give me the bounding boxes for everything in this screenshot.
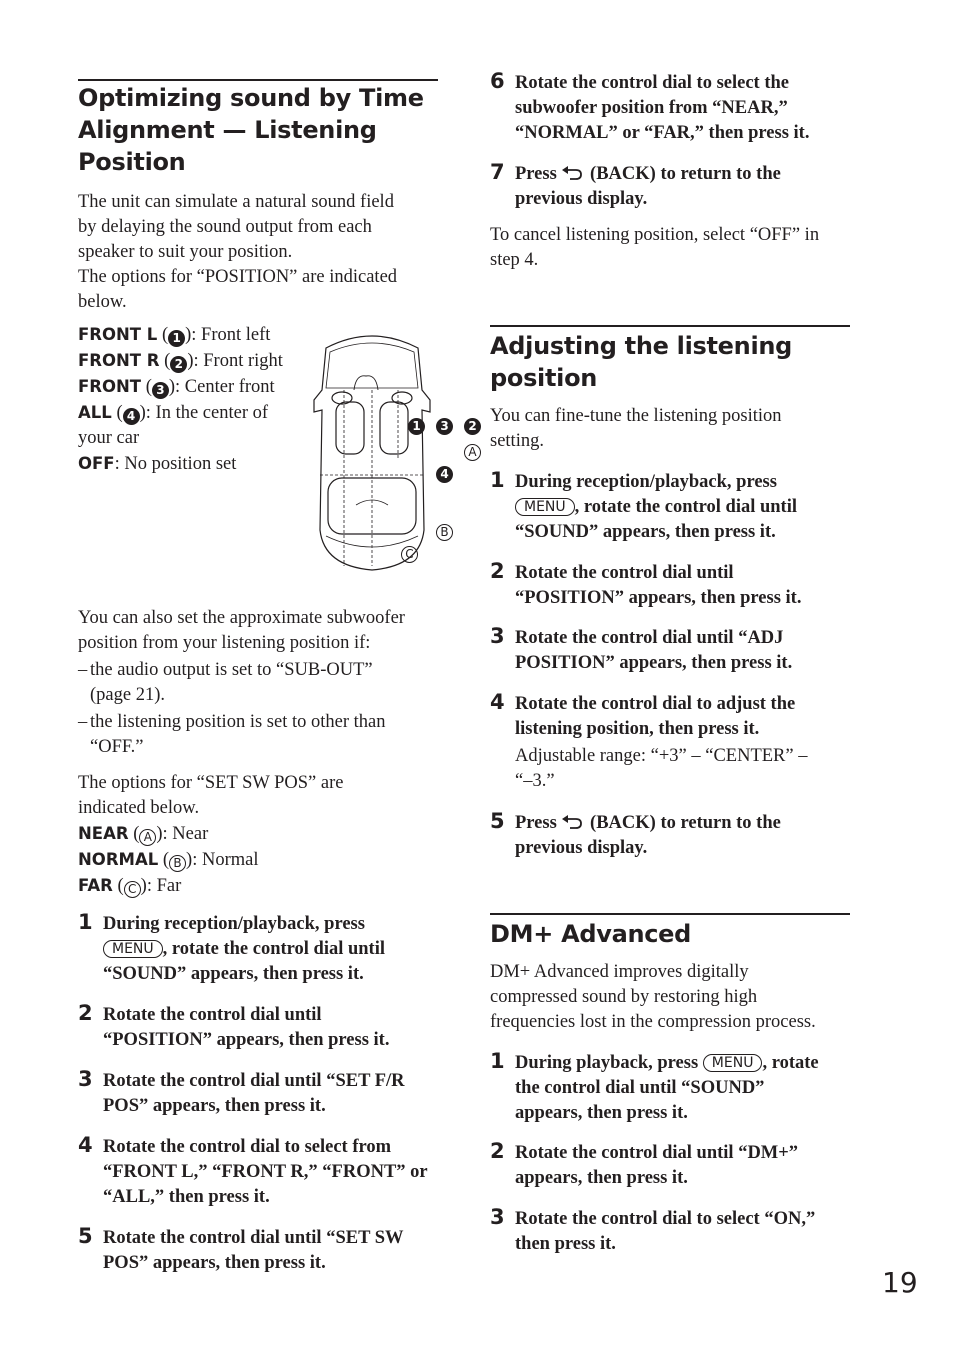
- step-text-line: Press: [515, 813, 557, 833]
- step-text-line: Rotate the control dial to select “ON,”: [515, 1209, 816, 1229]
- option-key: FRONT: [78, 377, 142, 396]
- option-desc: : No position set: [114, 454, 237, 474]
- step-text-line: (BACK) to return to the: [590, 164, 781, 184]
- step-number: 2: [78, 1001, 93, 1025]
- option-desc: ): Far: [140, 876, 182, 896]
- step-item: [490, 561, 850, 611]
- step-text-line: then press it.: [515, 1234, 616, 1254]
- position-1-marker: 1: [408, 418, 425, 435]
- step-text-line: previous display.: [515, 838, 648, 858]
- number-2-icon: 2: [170, 356, 187, 373]
- step-number: 3: [78, 1067, 93, 1091]
- option-all: ALL ( 4 ): In the center of: [78, 403, 269, 423]
- text-line: indicated below.: [78, 798, 200, 818]
- text-line: The unit can simulate a natural sound field: [78, 192, 394, 212]
- text-line: step 4.: [490, 250, 539, 270]
- option-key: OFF: [78, 454, 115, 473]
- text-line: “OFF.”: [90, 737, 144, 757]
- step-item: [490, 811, 850, 861]
- section-heading-time-alignment: [78, 82, 424, 178]
- step-item: [490, 470, 850, 545]
- step-text-line: POSITION” appears, then press it.: [515, 653, 793, 673]
- sw-option-far: FAR ( C ): Far: [78, 876, 182, 896]
- sw-option-normal: NORMAL ( B ): Normal: [78, 850, 259, 870]
- subwoofer-c-marker: C: [401, 546, 418, 563]
- text-line: frequencies lost in the compression process.: [490, 1012, 816, 1032]
- step-number: 4: [490, 690, 505, 714]
- subwoofer-b-marker: B: [436, 524, 453, 541]
- step-text-line: During reception/playback, press: [103, 914, 365, 934]
- step-text-line: “POSITION” appears, then press it.: [515, 588, 802, 608]
- option-desc: ): Front right: [187, 351, 283, 371]
- option-front-l: FRONT L ( 1 ): Front left: [78, 325, 271, 345]
- option-all-continued: your car: [78, 428, 140, 448]
- step-note-line: Adjustable range: “+3” – “CENTER” –: [515, 746, 808, 766]
- text-line: The options for “POSITION” are indicated: [78, 267, 398, 287]
- option-off: [78, 451, 308, 477]
- step-text-line: Press: [515, 164, 557, 184]
- step-item: [490, 71, 850, 146]
- position-3-marker: 3: [436, 418, 453, 435]
- step-number: 4: [78, 1133, 93, 1157]
- sw-option-near: NEAR ( A ): Near: [78, 824, 209, 844]
- step-item: [78, 1069, 438, 1119]
- text-line: position from your listening position if:: [78, 633, 371, 653]
- option-key: NEAR: [78, 824, 129, 843]
- step-text-line: , rotate the control dial until: [574, 497, 797, 517]
- text-line: setting.: [490, 431, 544, 451]
- step-number: 1: [78, 910, 93, 934]
- condition-item: – the listening position is set to other than “OFF.”: [78, 712, 386, 757]
- step-number: 1: [490, 1049, 505, 1073]
- text-line: speaker to suit your position.: [78, 242, 293, 262]
- position-options-list: [78, 322, 308, 477]
- menu-button-icon: MENU: [103, 940, 163, 958]
- step-text-line: “FRONT L,” “FRONT R,” “FRONT” or: [103, 1162, 428, 1182]
- step-text-line: Rotate the control dial until: [103, 1005, 322, 1025]
- step-text-line: “NORMAL” or “FAR,” then press it.: [515, 123, 810, 143]
- heading-line: Position: [78, 148, 186, 176]
- letter-b-icon: B: [169, 855, 186, 872]
- step-item: [490, 1051, 850, 1126]
- step-text-line: Rotate the control dial to adjust the: [515, 694, 796, 714]
- subwoofer-intro: [78, 606, 440, 760]
- section-heading-dm-advanced: DM+ Advanced: [490, 920, 692, 948]
- step-text-line: Rotate the control dial until “DM+”: [515, 1143, 799, 1163]
- page-number: 19: [882, 1266, 918, 1299]
- option-desc: ): In the center of: [139, 403, 269, 423]
- step-text-line: “SOUND” appears, then press it.: [515, 522, 776, 542]
- option-desc: ): Normal: [186, 850, 259, 870]
- text-line: DM+ Advanced improves digitally: [490, 962, 749, 982]
- menu-button-icon: MENU: [703, 1054, 763, 1072]
- step-item: [78, 1135, 438, 1210]
- step-text-line: , rotate: [762, 1053, 819, 1073]
- step-number: 1: [490, 468, 505, 492]
- step-text-line: POS” appears, then press it.: [103, 1253, 326, 1273]
- option-key: FAR: [78, 876, 113, 895]
- heading-line: position: [490, 364, 598, 392]
- menu-button-icon: MENU: [515, 498, 575, 516]
- step-text-line: , rotate the control dial until: [162, 939, 385, 959]
- option-key: FRONT L: [78, 325, 158, 344]
- step-number: 5: [78, 1224, 93, 1248]
- section-rule: [490, 913, 850, 915]
- step-number: 6: [490, 69, 505, 93]
- text-line: To cancel listening position, select “OFF” in: [490, 225, 820, 245]
- step-text-line: “ALL,” then press it.: [103, 1187, 270, 1207]
- number-4-icon: 4: [123, 408, 140, 425]
- step-number: 3: [490, 1205, 505, 1229]
- step-text-line: Rotate the control dial to select from: [103, 1137, 392, 1157]
- step-item: [490, 162, 850, 212]
- intro-paragraph: [78, 190, 397, 315]
- step-text-line: (BACK) to return to the: [590, 813, 781, 833]
- text-line: The options for “SET SW POS” are: [78, 773, 344, 793]
- step-text-line: the control dial until “SOUND”: [515, 1078, 765, 1098]
- step-text-line: subwoofer position from “NEAR,”: [515, 98, 788, 118]
- section-rule: [490, 325, 850, 327]
- step-text-line: “SOUND” appears, then press it.: [103, 964, 364, 984]
- text-line: You can fine-tune the listening position: [490, 406, 782, 426]
- text-line: (page 21).: [90, 685, 165, 705]
- option-key: NORMAL: [78, 850, 159, 869]
- cancel-note: [490, 223, 819, 273]
- heading-line: Adjusting the listening: [490, 332, 793, 360]
- step-text-line: Rotate the control dial until “SET F/R: [103, 1071, 405, 1091]
- heading-line: Optimizing sound by Time: [78, 84, 424, 112]
- step-item: [78, 1226, 438, 1276]
- back-icon: [561, 814, 585, 830]
- option-key: ALL: [78, 403, 112, 422]
- condition-item: – the audio output is set to “SUB-OUT” (page 21).: [78, 660, 373, 705]
- step-number: 2: [490, 559, 505, 583]
- step-text-line: Rotate the control dial to select the: [515, 73, 790, 93]
- step-text-line: Rotate the control dial until: [515, 563, 734, 583]
- step-text-line: “POSITION” appears, then press it.: [103, 1030, 390, 1050]
- car-seating-diagram: [306, 330, 477, 572]
- text-line: the listening position is set to other than: [90, 712, 386, 732]
- step-text-line: previous display.: [515, 189, 648, 209]
- position-4-marker: 4: [436, 466, 453, 483]
- step-text-line: During playback, press: [515, 1053, 699, 1073]
- step-item: [78, 912, 438, 987]
- step-text-line: Rotate the control dial until “ADJ: [515, 628, 784, 648]
- text-line: by delaying the sound output from each: [78, 217, 372, 237]
- section-rule: [78, 79, 438, 81]
- step-item: [490, 1141, 850, 1191]
- step-text-line: appears, then press it.: [515, 1168, 688, 1188]
- step-item: [490, 1207, 850, 1257]
- back-icon: [561, 165, 585, 181]
- step-item: [78, 1003, 438, 1053]
- step-number: 5: [490, 809, 505, 833]
- step-number: 7: [490, 160, 505, 184]
- heading-line: Alignment — Listening: [78, 116, 377, 144]
- letter-a-icon: A: [139, 829, 156, 846]
- letter-c-icon: C: [124, 881, 141, 898]
- option-desc: ): Center front: [168, 377, 275, 397]
- subwoofer-a-marker: A: [464, 444, 481, 461]
- adjusting-intro: [490, 404, 782, 454]
- number-3-icon: 3: [152, 382, 169, 399]
- text-line: compressed sound by restoring high: [490, 987, 758, 1007]
- option-front-r: FRONT R ( 2 ): Front right: [78, 351, 283, 371]
- option-key: FRONT R: [78, 351, 160, 370]
- sw-options-list: [78, 771, 343, 899]
- step-number: 2: [490, 1139, 505, 1163]
- step-note-line: “–3.”: [515, 771, 555, 791]
- car-outline-icon: [306, 330, 438, 572]
- option-desc: ): Near: [156, 824, 209, 844]
- dm-intro: [490, 960, 860, 1035]
- section-heading-adjusting: [490, 330, 792, 394]
- step-number: 3: [490, 624, 505, 648]
- number-1-icon: 1: [168, 330, 185, 347]
- step-item: [490, 626, 850, 676]
- step-text-line: During reception/playback, press: [515, 472, 777, 492]
- step-item: [490, 692, 850, 794]
- option-desc: ): Front left: [185, 325, 271, 345]
- step-text-line: POS” appears, then press it.: [103, 1096, 326, 1116]
- text-line: the audio output is set to “SUB-OUT”: [90, 660, 373, 680]
- text-line: You can also set the approximate subwoofer: [78, 608, 405, 628]
- step-text-line: appears, then press it.: [515, 1103, 688, 1123]
- option-front: FRONT ( 3 ): Center front: [78, 377, 275, 397]
- text-line: below.: [78, 292, 127, 312]
- step-text-line: listening position, then press it.: [515, 719, 760, 739]
- position-2-marker: 2: [464, 418, 481, 435]
- step-text-line: Rotate the control dial until “SET SW: [103, 1228, 404, 1248]
